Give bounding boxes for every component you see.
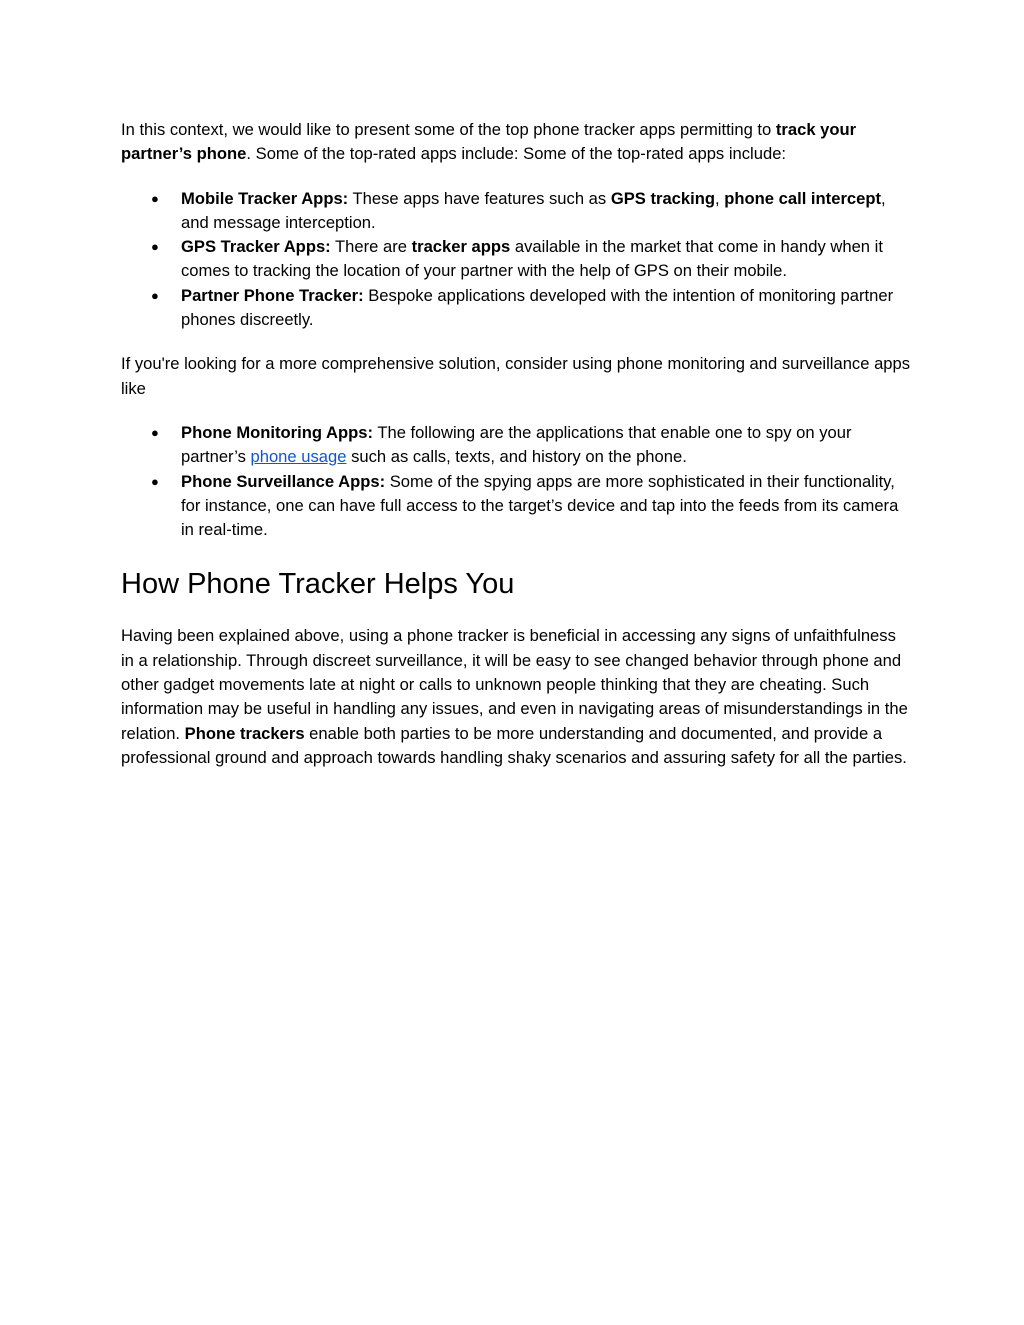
list-item-text: , and message interception. (181, 188, 886, 232)
list-item-text: The following are the applications that enable one to spy on your partner’s (181, 422, 852, 467)
list-item-gps-tracker (121, 235, 911, 284)
intro-text-end: . Some of the top-rated apps include: Some of the top-rated apps include: (246, 144, 787, 164)
monitoring-apps-list (121, 421, 911, 542)
benefits-bold-phrase: Phone trackers (184, 723, 305, 743)
intro-bold-phrase: track your partner’s phone (121, 120, 857, 164)
list-item-text: Bespoke applications developed with the intention of monitoring partner phones discreetly. (181, 285, 894, 330)
benefits-paragraph (121, 624, 911, 770)
list-item-title: Phone Surveillance Apps: (181, 471, 386, 491)
bullet-icon: ● (151, 424, 159, 440)
list-item-title: Phone Monitoring Apps: (181, 422, 374, 442)
bullet-icon: ● (151, 190, 159, 206)
phone-usage-link[interactable]: phone usage (250, 447, 347, 467)
intro-text: In this context, we would like to present some of the top phone tracker apps permitting to (121, 120, 776, 139)
bullet-icon: ● (151, 473, 159, 489)
list-item-text: Some of the spying apps are more sophisticated in their functionality, for instance, one can have full access to the target’s device and tap into the feeds from its camera in real-time. (181, 471, 899, 540)
list-item-phone-surveillance (121, 470, 911, 543)
list-item-bold: tracker apps (411, 237, 511, 257)
list-item-bold: phone call intercept (724, 188, 882, 208)
intro-paragraph (121, 118, 911, 167)
tracker-apps-list (121, 187, 911, 333)
section-heading: How Phone Tracker Helps You (121, 568, 515, 601)
list-item-mobile-tracker (121, 187, 911, 236)
list-item-text: available in the market that come in handy when it comes to tracking the location of your partner with the help of GPS on their mobile. (181, 237, 883, 281)
bullet-icon: ● (151, 239, 159, 255)
list-item-title: Mobile Tracker Apps: (181, 188, 349, 208)
list-item-partner-phone-tracker (121, 284, 911, 333)
list-item-text: , (715, 188, 725, 208)
monitoring-paragraph: If you're looking for a more comprehensive solution, consider using phone monitoring and surveillance apps like (121, 354, 911, 398)
benefits-text: Having been explained above, using a phone tracker is beneficial in accessing any signs of unfaithfulness in a relationship. Through discreet surveillance, it will be easy to see changed behavior through phone and other gadget movements late at night or calls to unknown people thinking that they are cheating. Such information may be useful in handling any issues, and even in navigating areas of misunderstandings in the relation. (121, 626, 908, 743)
benefits-text-end: enable both parties to be more understanding and documented, and provide a professional ground and approach towards handling shaky scenarios and assuring safety for all the parties. (121, 723, 907, 767)
list-item-title: Partner Phone Tracker: (181, 285, 364, 305)
list-item-text: There are (330, 237, 412, 257)
list-item-title: GPS Tracker Apps: (181, 237, 331, 257)
list-item-bold: GPS tracking (610, 188, 716, 208)
list-item-phone-monitoring (121, 421, 911, 470)
list-item-text: These apps have features such as (348, 188, 611, 208)
bullet-icon: ● (151, 287, 159, 303)
document-page (121, 118, 911, 770)
list-item-text: such as calls, texts, and history on the phone. (346, 447, 687, 467)
